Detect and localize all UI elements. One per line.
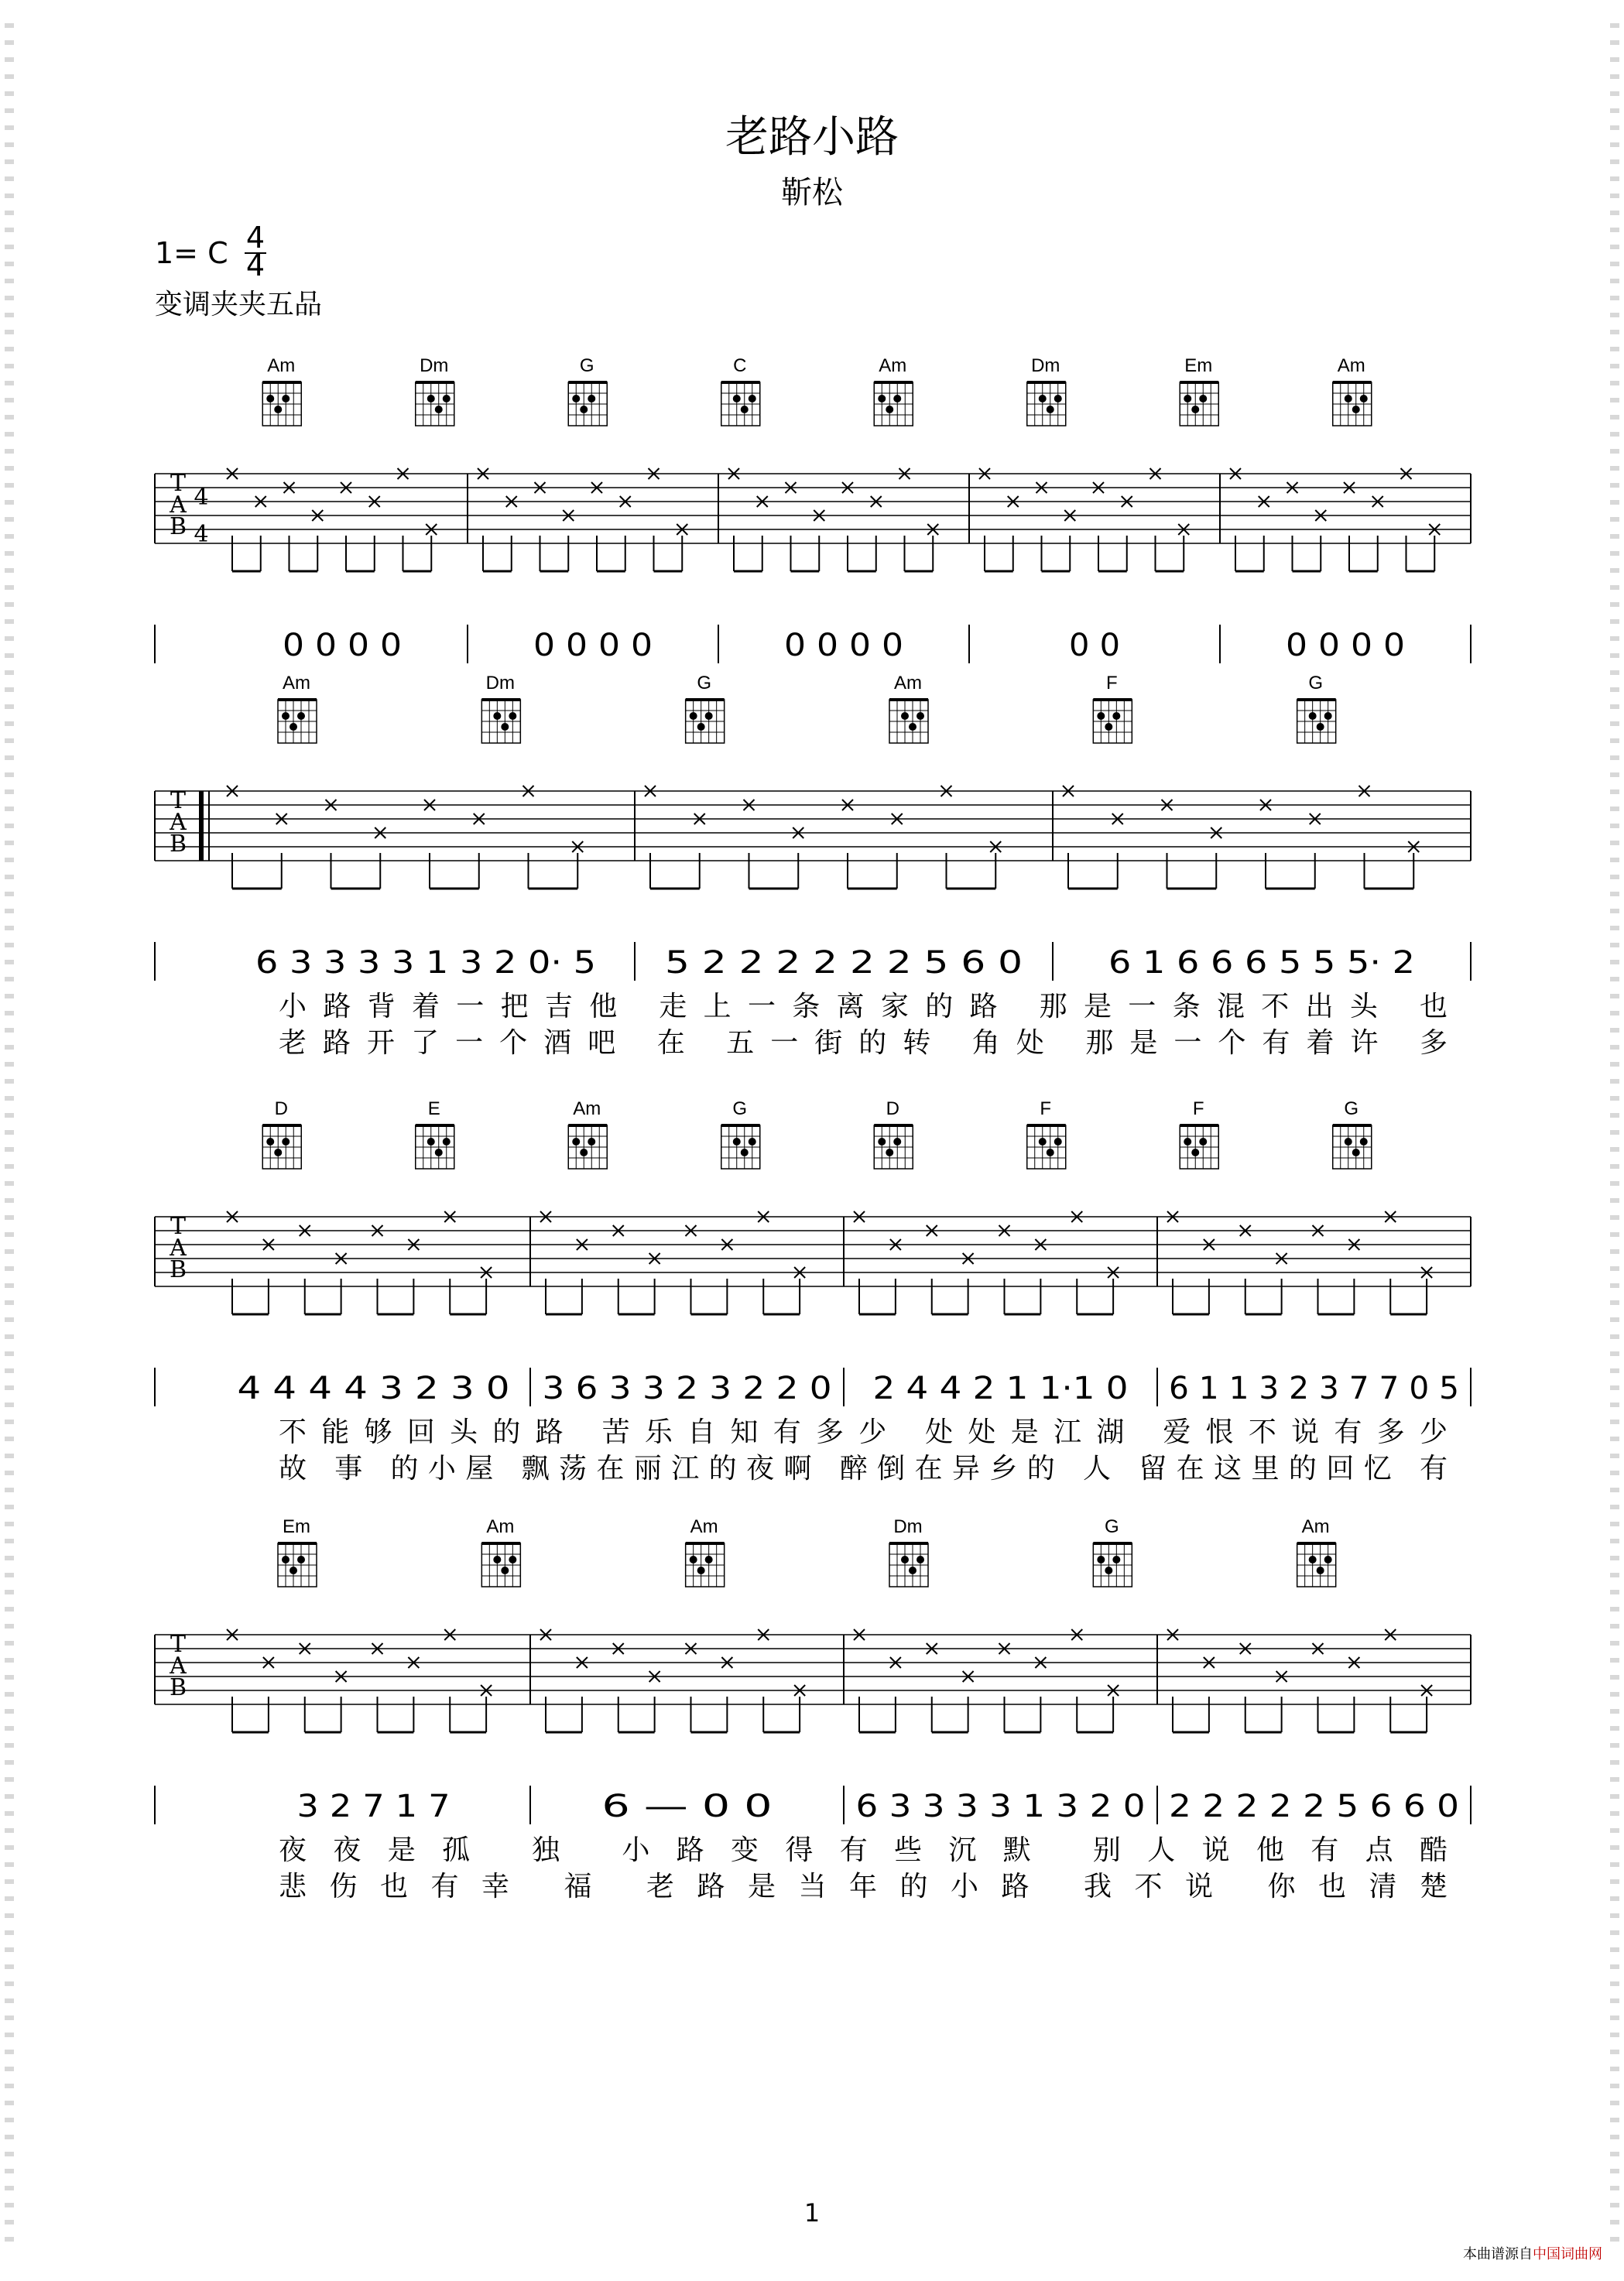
notation-measure: 2 4 4 2 1 1·1 0 [872,1371,1129,1406]
chord-diagram [721,355,760,426]
notation-measure: 4 4 4 4 3 2 3 0 [237,1371,510,1406]
fret-dot [705,1556,713,1563]
chord-diagram [721,1098,760,1169]
chord-name: F [1105,673,1118,694]
chord-diagram [874,1098,913,1169]
chord-name: G [697,673,712,694]
notation-measure: 2 2 2 2 2 5 6 6 0 [1169,1789,1459,1824]
fret-dot [501,723,509,731]
system-1 [155,355,1471,663]
chord-diagram [1027,1098,1066,1169]
fret-dot [297,712,305,720]
chord-diagram [1297,1516,1336,1587]
staff-time-top: 4 [194,484,209,511]
fret-dot [266,395,274,402]
fret-dot [580,1149,588,1156]
notation-measure: 0 0 0 0 [283,628,402,663]
fret-dot [435,406,443,413]
notation-measure: 3 6 3 3 2 3 2 2 0 [542,1371,832,1406]
fret-dot [697,1567,705,1574]
tab-clef-letter: A [170,1235,187,1262]
lyrics-verse-1: 小路背着一把吉他 走上一条离家的路 那是一条混不出头 也 [279,991,1448,1022]
fret-dot [572,395,580,402]
chord-name: G [579,355,594,376]
fret-dot [1039,395,1047,402]
chord-name: F [1040,1098,1052,1119]
chord-name: Am [267,355,296,376]
chord-name: Am [573,1098,601,1119]
fret-dot [493,1556,501,1563]
fret-dot [1317,1567,1324,1574]
fret-dot [1054,395,1062,402]
fret-dot [588,395,595,402]
capo-instruction: 变调夹夹五品 [155,289,323,320]
fret-dot [1309,712,1317,720]
fret-dot [1352,406,1360,413]
page-number: 1 [803,2198,821,2228]
tab-clef-letter: T [170,1631,187,1658]
chord-diagram [568,355,607,426]
chord-diagram [416,1098,454,1169]
fret-dot [1360,1138,1368,1146]
artist-name: 靳松 [781,175,843,211]
footer-site-name: 中国词曲网 [1533,2246,1602,2262]
chord-name: Dm [420,355,449,376]
tab-staff [155,468,1471,571]
tab-clef-letter: A [170,491,187,519]
notation-measure: 0 0 [1069,628,1120,663]
tab-staff [155,1629,1471,1732]
chord-diagram [1180,1098,1218,1169]
tab-clef-letter: B [169,1674,187,1701]
numbered-notation-row [155,625,1471,663]
fret-dot [1324,712,1332,720]
chord-diagram [1027,355,1066,426]
tab-clef-letter: B [169,513,187,540]
tab-clef-letter: B [169,831,187,858]
fret-dot [509,712,516,720]
notation-measure: 6 1 6 6 6 5 5 5· 2 [1108,945,1415,981]
chord-diagram [481,673,520,743]
fret-dot [1105,723,1112,731]
chord-diagram [262,355,301,426]
fret-dot [1309,1556,1317,1563]
fret-dot [580,406,588,413]
system-2 [155,673,1471,1059]
chord-diagram [1093,673,1132,743]
system-4 [155,1516,1471,1903]
fret-dot [509,1556,516,1563]
fret-dot [1097,712,1105,720]
song-title: 老路小路 [725,112,899,163]
chord-diagram [262,1098,301,1169]
fret-dot [1360,395,1368,402]
fret-dot [274,1149,282,1156]
chord-diagram [1333,355,1372,426]
chord-diagram [889,1516,928,1587]
fret-dot [1105,1567,1112,1574]
chord-name: Dm [893,1516,923,1537]
chord-name: D [886,1098,899,1119]
fret-dot [705,712,713,720]
fret-dot [916,1556,924,1563]
chord-diagram [416,355,454,426]
chord-diagram [278,673,317,743]
fret-dot [282,712,290,720]
fret-dot [1191,406,1199,413]
chord-name: E [427,1098,440,1119]
key-signature: 1= C [155,236,228,270]
time-signature-top: 4 [245,221,266,255]
fret-dot [733,1138,741,1146]
fret-dot [886,406,893,413]
notation-measure: 6 3 3 3 3 1 3 2 0 [855,1789,1146,1824]
chord-name: G [1344,1098,1359,1119]
fret-dot [1184,395,1191,402]
fret-dot [690,712,697,720]
fret-dot [274,406,282,413]
fret-dot [1039,1138,1047,1146]
fret-dot [1345,395,1352,402]
fret-dot [893,1138,901,1146]
fret-dot [427,1138,435,1146]
fret-dot [282,395,290,402]
tab-clef-letter: A [170,1653,187,1680]
fret-dot [572,1138,580,1146]
fret-dot [427,395,435,402]
fret-dot [443,395,451,402]
fret-dot [1317,723,1324,731]
numbered-notation-row [155,1786,1471,1824]
notation-measure: 5 2 2 2 2 2 2 5 6 0 [665,945,1023,981]
lyrics-verse-1: 夜夜是孤 独 小路变得有些沉默 别人说他有点酷 [279,1834,1448,1866]
fret-dot [878,395,886,402]
chord-name: Am [1337,355,1365,376]
tab-clef-letter: T [170,1213,187,1240]
chord-diagram [1297,673,1336,743]
tab-clef-letter: T [170,787,187,814]
fret-dot [297,1556,305,1563]
chord-name: Am [690,1516,718,1537]
tab-staff [155,1211,1471,1314]
tab-clef-letter: T [170,470,187,497]
fret-dot [878,1138,886,1146]
chord-name: Em [1184,355,1213,376]
chord-diagram [568,1098,607,1169]
notation-measure: 6 1 1 3 2 3 7 7 0 5 [1169,1371,1459,1406]
fret-dot [749,1138,756,1146]
lyrics-verse-2: 故 事 的小屋 飘荡在丽江的夜啊 醉倒在异乡的 人 留在这里的回忆 有 [279,1453,1448,1485]
fret-dot [290,1567,297,1574]
fret-dot [1184,1138,1191,1146]
fret-dot [501,1567,509,1574]
fret-dot [1047,406,1054,413]
fret-dot [1191,1149,1199,1156]
fret-dot [909,723,916,731]
fret-dot [886,1149,893,1156]
fret-dot [290,723,297,731]
numbered-notation-row [155,1368,1471,1406]
chord-name: Am [894,673,922,694]
time-signature-bottom: 4 [245,248,266,283]
fret-dot [749,395,756,402]
tab-staff [155,786,1471,889]
staff-time-bottom: 4 [194,521,209,548]
notation-measure: 0 0 0 0 [533,628,653,663]
chord-name: D [274,1098,288,1119]
fret-dot [916,712,924,720]
tab-clef-letter: B [169,1256,187,1283]
notation-measure: 6 3 3 3 3 1 3 2 0· 5 [255,945,596,981]
fret-dot [909,1567,916,1574]
fret-dot [1199,395,1207,402]
chord-name: Am [283,673,310,694]
fret-dot [493,712,501,720]
chord-diagram [1093,1516,1132,1587]
chord-diagram [1333,1098,1372,1169]
chord-diagram [874,355,913,426]
fret-dot [901,1556,909,1563]
chord-name: Em [283,1516,310,1537]
fret-dot [741,1149,749,1156]
chord-name: G [1308,673,1324,694]
chord-diagram [686,673,725,743]
numbered-notation-row [155,942,1471,981]
lyrics-verse-2: 老路开了一个酒吧 在 五一街的转 角处 那是一个有着许 多 [279,1027,1448,1059]
chord-diagram [278,1516,317,1587]
fret-dot [690,1556,697,1563]
fret-dot [1047,1149,1054,1156]
fret-dot [443,1138,451,1146]
tab-clef-letter: A [170,809,187,836]
chord-name: G [1104,1516,1119,1537]
chord-diagram [686,1516,725,1587]
notation-measure: 0 0 0 0 [784,628,903,663]
chord-diagram [889,673,928,743]
chord-name: C [733,355,747,376]
lyrics-verse-2: 悲伤也有幸 福 老路是当年的小路 我不说 你也清楚 [279,1871,1448,1903]
fret-dot [697,723,705,731]
chord-diagram [1180,355,1218,426]
fret-dot [1112,712,1120,720]
fret-dot [1345,1138,1352,1146]
fret-dot [1097,1556,1105,1563]
notation-measure: 6 — 0 0 [601,1789,773,1824]
fret-dot [893,395,901,402]
chord-name: G [732,1098,748,1119]
footer-source-label: 本曲谱源自 [1463,2246,1533,2262]
chord-name: Am [486,1516,515,1537]
fret-dot [266,1138,274,1146]
system-3 [155,1098,1471,1485]
fret-dot [1054,1138,1062,1146]
fret-dot [282,1556,290,1563]
fret-dot [741,406,749,413]
fret-dot [1112,1556,1120,1563]
chord-name: Am [879,355,907,376]
fret-dot [1352,1149,1360,1156]
notation-measure: 3 2 7 1 7 [296,1789,451,1824]
fret-dot [1324,1556,1332,1563]
chord-name: F [1192,1098,1204,1119]
lyrics-verse-1: 不能够回头的路 苦乐自知有多少 处处是江湖 爱恨不说有多少 [279,1416,1448,1448]
fret-dot [901,712,909,720]
fret-dot [733,395,741,402]
chord-name: Dm [1031,355,1060,376]
systems-layer [155,355,1471,1903]
chord-diagram [481,1516,520,1587]
fret-dot [1199,1138,1207,1146]
chord-name: Am [1301,1516,1330,1537]
fret-dot [435,1149,443,1156]
notation-measure: 0 0 0 0 [1286,628,1405,663]
chord-name: Dm [485,673,515,694]
fret-dot [588,1138,595,1146]
fret-dot [282,1138,290,1146]
